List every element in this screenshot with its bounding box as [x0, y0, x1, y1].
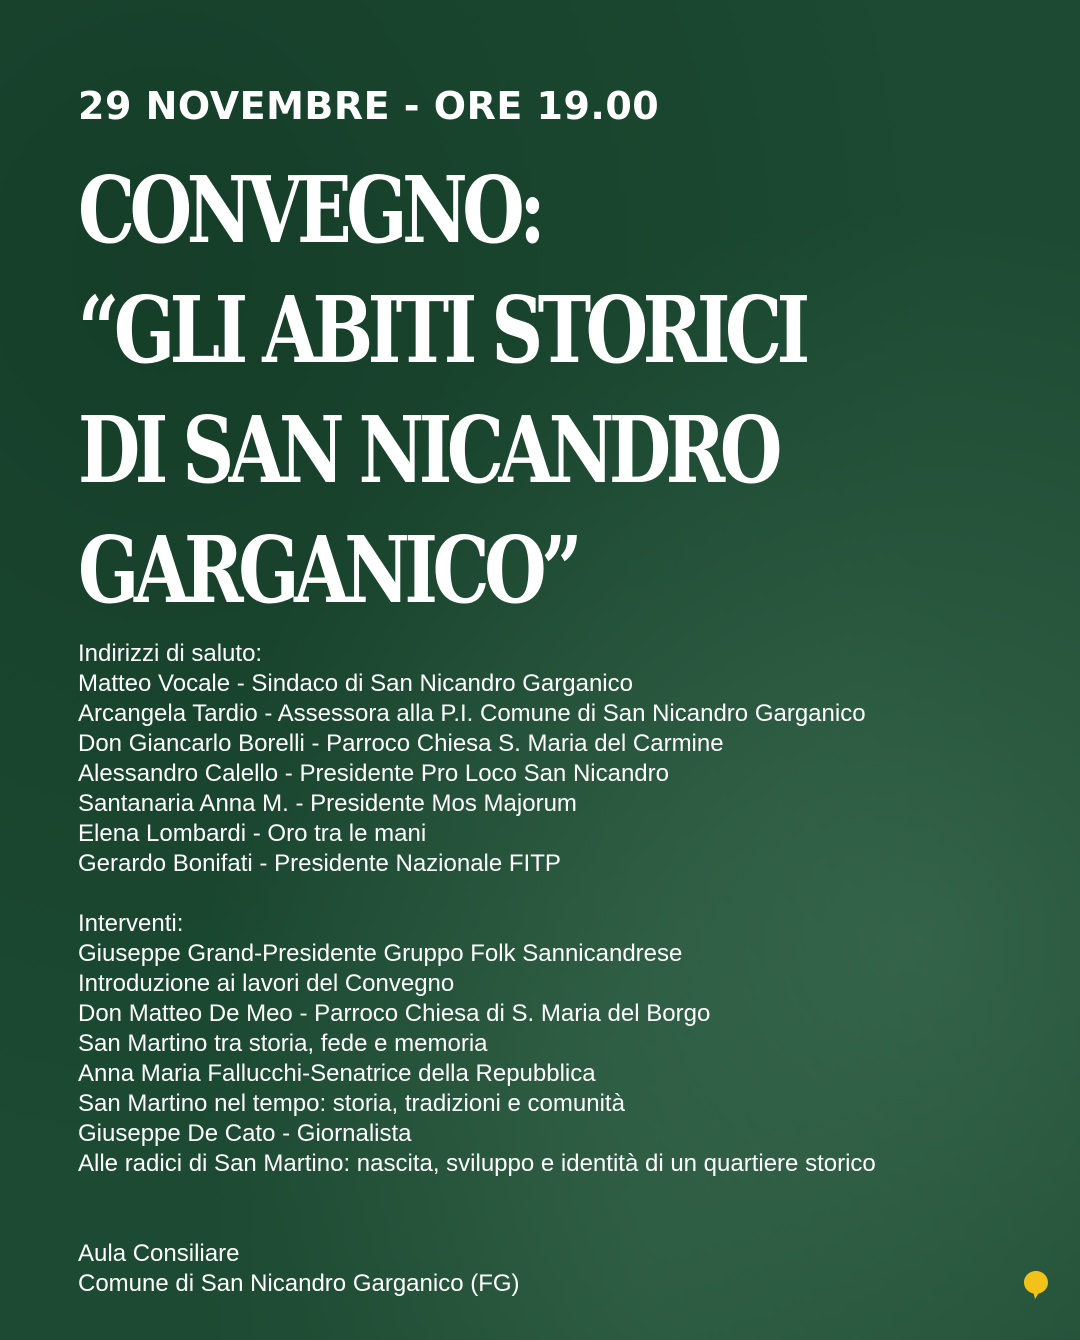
greetings-heading: Indirizzi di saluto: [78, 640, 263, 667]
list-item: San Martino tra storia, fede e memoria [78, 1030, 488, 1057]
list-item: Elena Lombardi - Oro tra le mani [78, 820, 427, 847]
list-item: San Martino nel tempo: storia, tradizioni e comunità [78, 1090, 625, 1117]
list-item: Gerardo Bonifati - Presidente Nazionale FITP [78, 850, 561, 877]
list-item: Giuseppe De Cato - Giornalista [78, 1120, 412, 1147]
venue-line: Aula Consiliare [78, 1240, 240, 1267]
title-line: DI SAN NICANDRO [78, 396, 777, 504]
title-line: CONVEGNO: [78, 156, 541, 264]
list-item: Matteo Vocale - Sindaco di San Nicandro Garganico [78, 670, 633, 697]
venue-line: Comune di San Nicandro Garganico (FG) [78, 1270, 520, 1297]
list-item: Alessandro Calello - Presidente Pro Loco San Nicandro [78, 760, 669, 787]
event-title [78, 150, 805, 630]
event-date: 29 NOVEMBRE - ORE 19.00 [78, 84, 660, 128]
list-item: Santanaria Anna M. - Presidente Mos Majorum [78, 790, 577, 817]
talks-section [78, 909, 876, 1179]
venue-section [78, 1239, 520, 1299]
list-item: Anna Maria Fallucchi-Senatrice della Repubblica [78, 1060, 596, 1087]
talks-heading: Interventi: [78, 910, 184, 937]
list-item: Arcangela Tardio - Assessora alla P.I. Comune di San Nicandro Garganico [78, 700, 866, 727]
list-item: Introduzione ai lavori del Convegno [78, 970, 455, 997]
list-item: Don Giancarlo Borelli - Parroco Chiesa S. Maria del Carmine [78, 730, 724, 757]
title-line: GARGANICO” [78, 516, 578, 624]
list-item: Alle radici di San Martino: nascita, sviluppo e identità di un quartiere storico [78, 1150, 876, 1177]
list-item: Giuseppe Grand-Presidente Gruppo Folk Sannicandrese [78, 940, 683, 967]
speech-bubble-icon [1024, 1271, 1048, 1299]
list-item: Don Matteo De Meo - Parroco Chiesa di S. Maria del Borgo [78, 1000, 711, 1027]
title-line: “GLI ABITI STORICI [78, 276, 805, 384]
greetings-section [78, 639, 866, 879]
